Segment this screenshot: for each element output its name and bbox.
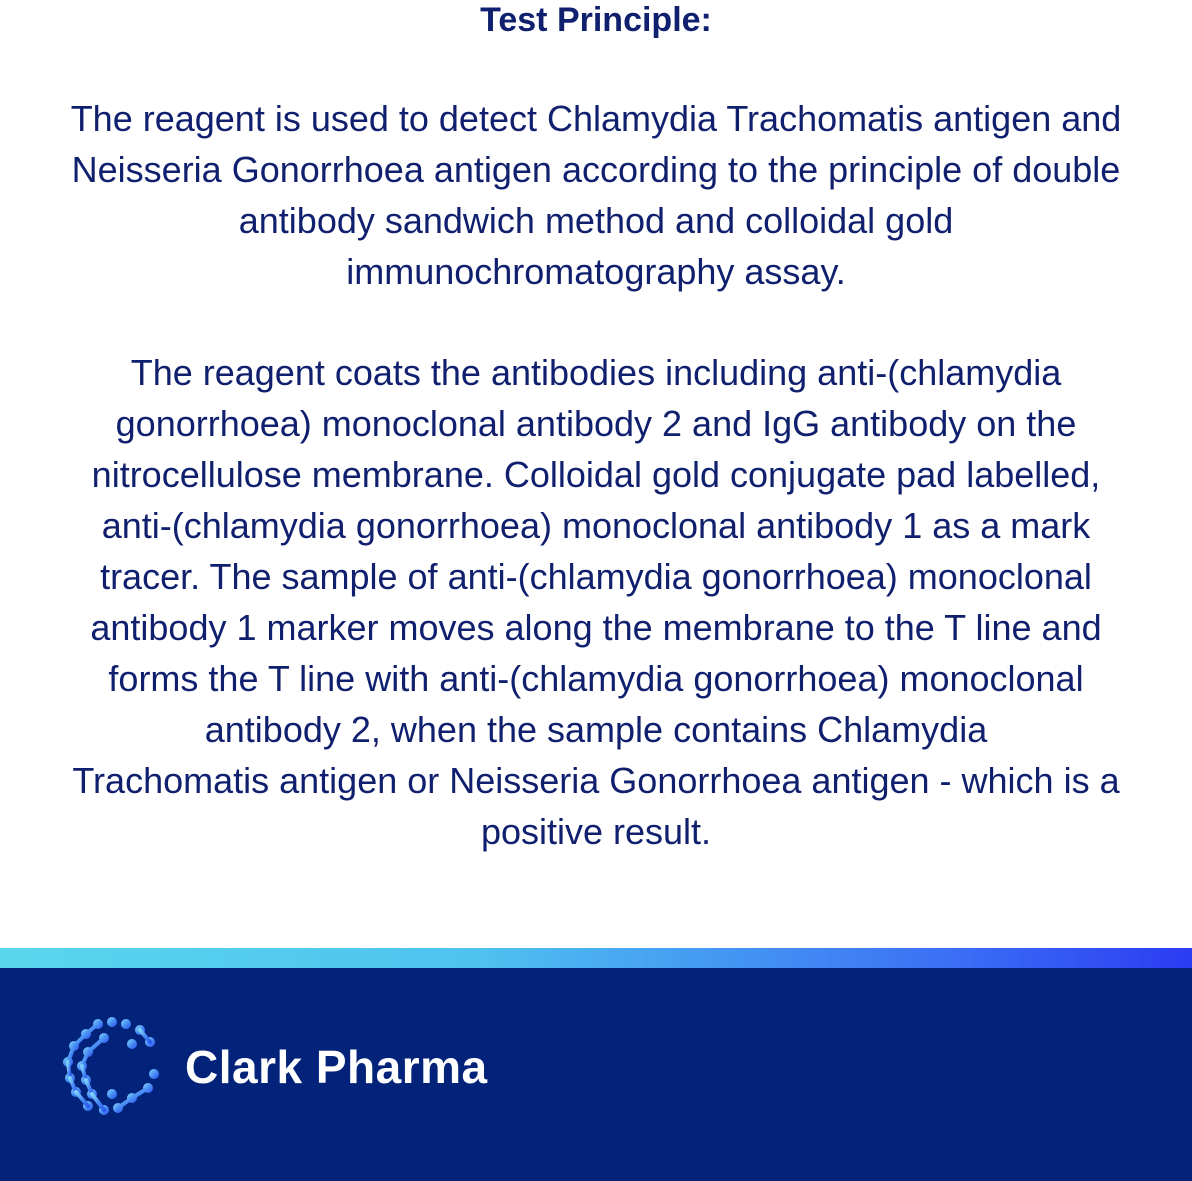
paragraph-line: forms the T line with anti-(chlamydia gonorrhoea) monoclonal <box>108 658 1084 699</box>
principle-paragraph-2 <box>20 347 1172 857</box>
paragraph-line: antibody sandwich method and colloidal gold <box>238 200 954 241</box>
paragraph-line: antibody 1 marker moves along the membrane to the T line and <box>90 607 1102 648</box>
paragraph-line: Neisseria Gonorrhoea antigen according to the principle of double <box>71 149 1121 190</box>
paragraph-line: tracer. The sample of anti-(chlamydia gonorrhoea) monoclonal <box>100 556 1092 597</box>
paragraph-line: gonorrhoea) monoclonal antibody 2 and IgG antibody on the <box>115 403 1077 444</box>
footer-gradient-strip <box>0 948 1192 968</box>
page-title: Test Principle: <box>480 1 712 39</box>
paragraph-line: antibody 2, when the sample contains Chlamydia <box>204 709 988 750</box>
principle-paragraph-1 <box>20 93 1172 297</box>
paragraph-line: anti-(chlamydia gonorrhoea) monoclonal antibody 1 as a mark <box>101 505 1091 546</box>
paragraph-line: The reagent coats the antibodies including anti-(chlamydia <box>130 352 1062 393</box>
footer-banner <box>0 968 1192 1181</box>
paragraph-line: immunochromatography assay. <box>346 251 846 292</box>
paragraph-line: Trachomatis antigen or Neisseria Gonorrhoea antigen - which is a <box>72 760 1120 801</box>
paragraph-line: positive result. <box>480 811 712 852</box>
molecule-dots-icon <box>60 1016 164 1116</box>
brand-name: Clark Pharma <box>185 1041 488 1093</box>
paragraph-line: The reagent is used to detect Chlamydia Trachomatis antigen and <box>70 98 1122 139</box>
paragraph-line: nitrocellulose membrane. Colloidal gold conjugate pad labelled, <box>91 454 1101 495</box>
